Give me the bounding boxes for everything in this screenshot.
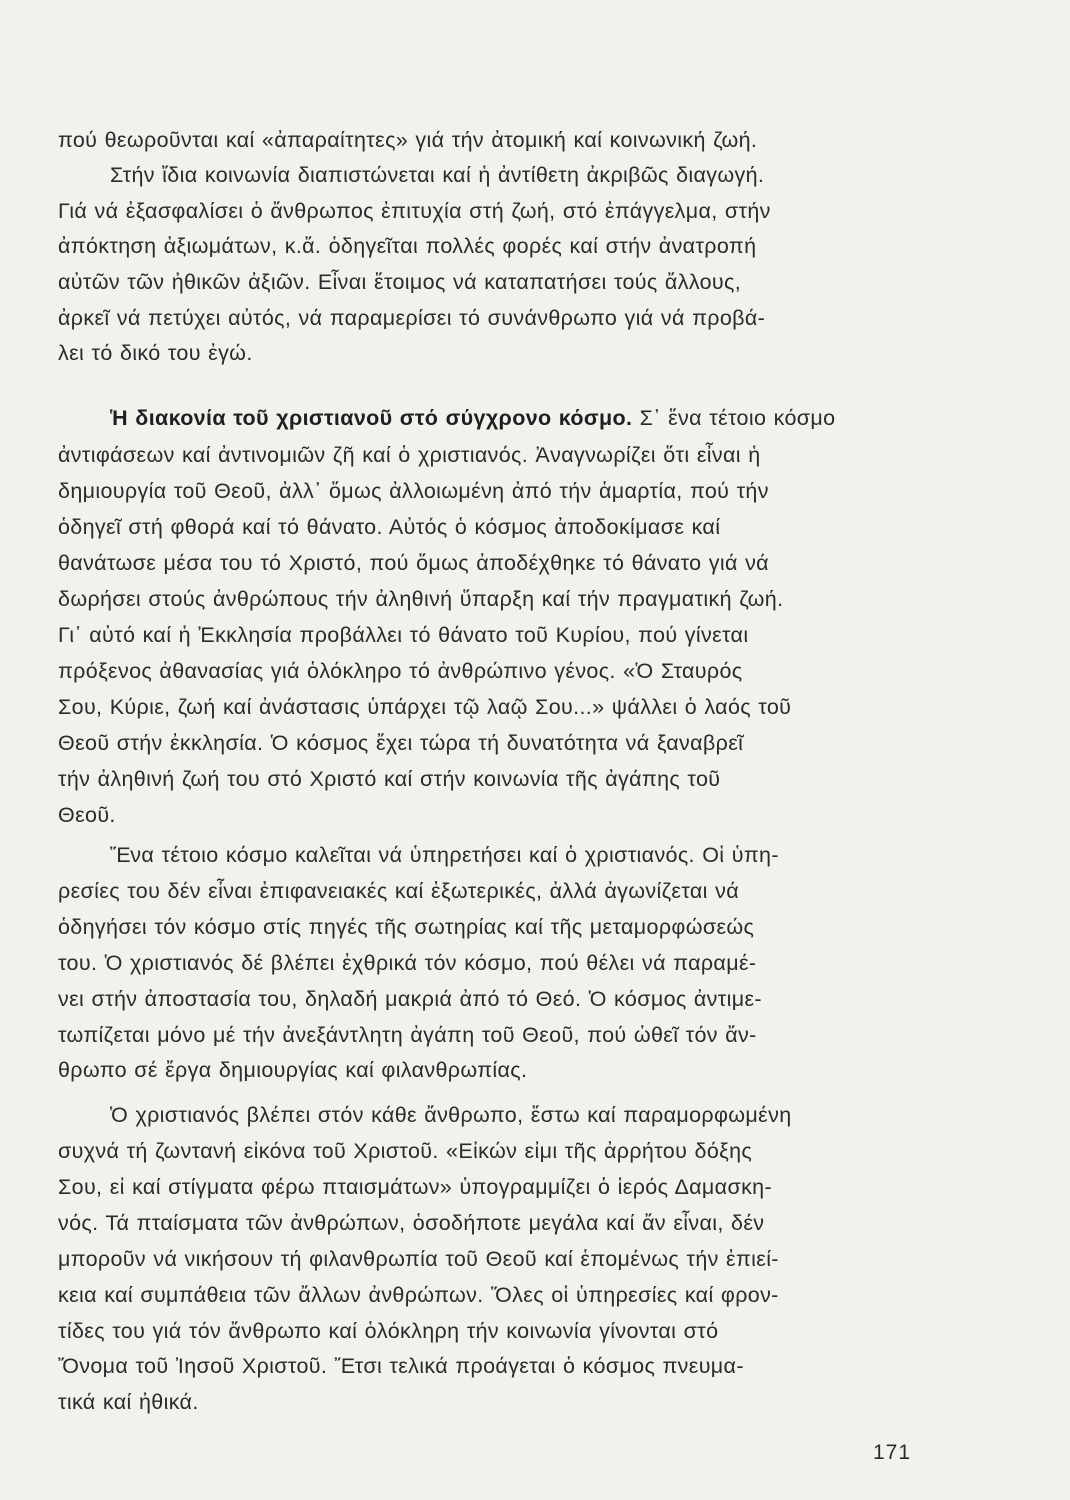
text-line: λει τό δικό του ἐγώ. [58,341,253,365]
text-line: νει στήν ἀποστασία του, δηλαδή μακριά ἀπό τό Θεό. Ὁ κόσμος ἀντιμε- [58,987,762,1011]
text-line: ὁδηγεῖ στή φθορά καί τό θάνατο. Αὐτός ὁ κόσμος ἀποδοκίμασε καί [58,515,721,539]
text-line: κεια καί συμπάθεια τῶν ἄλλων ἀνθρώπων. Ὅλες οἱ ὑπηρεσίες καί φρον- [58,1283,779,1307]
text-line: συχνά τή ζωντανή εἰκόνα τοῦ Χριστοῦ. «Εἰκών εἰμι τῆς ἀρρήτου δόξης [58,1139,753,1163]
text-line: δωρήσει στούς ἀνθρώπους τήν ἀληθινή ὕπαρξη καί τήν πραγματική ζωή. [58,587,784,611]
text-line: πρόξενος ἀθανασίας γιά ὁλόκληρο τό ἀνθρώπινο γένος. «Ὁ Σταυρός [58,659,743,683]
text-line: αὐτῶν τῶν ἠθικῶν ἀξιῶν. Εἶναι ἕτοιμος νά καταπατήσει τούς ἄλλους, [58,270,742,294]
text-line: πού θεωροῦνται καί «ἀπαραίτητες» γιά τήν ἀτομική καί κοινωνική ζωή. [58,128,758,152]
page-number: 171 [873,1441,912,1464]
text-line: του. Ὁ χριστιανός δέ βλέπει ἐχθρικά τόν κόσμο, πού θέλει νά παραμέ- [58,951,757,975]
text-line: τίδες του γιά τόν ἄνθρωπο καί ὁλόκληρη τήν κοινωνία γίνονται στό [58,1319,719,1343]
text-line: Ὄνομα τοῦ Ἰησοῦ Χριστοῦ. Ἔτσι τελικά προάγεται ὁ κόσμος πνευμα- [58,1354,744,1378]
text-line: Γι᾿ αὐτό καί ἡ Ἐκκλησία προβάλλει τό θάνατο τοῦ Κυρίου, πού γίνεται [58,623,749,647]
text-line: Γιά νά ἐξασφαλίσει ὁ ἄνθρωπος ἐπιτυχία στή ζωή, στό ἐπάγγελμα, στήν [58,199,771,223]
text-line: τήν ἀληθινή ζωή του στό Χριστό καί στήν κοινωνία τῆς ἀγάπης τοῦ [58,767,721,791]
text-line: ἀπόκτηση ἀξιωμάτων, κ.ἄ. ὁδηγεῖται πολλές φορές καί στήν ἀνατροπή [58,234,757,258]
text-line: Σου, εἰ καί στίγματα φέρω πταισμάτων» ὑπογραμμίζει ὁ ἱερός Δαμασκη- [58,1175,772,1199]
text-line: Θεοῦ στήν ἐκκλησία. Ὁ κόσμος ἔχει τώρα τή δυνατότητα νά ξαναβρεῖ [58,731,744,755]
text-line: Ἕνα τέτοιο κόσμο καλεῖται νά ὑπηρετήσει καί ὁ χριστιανός. Οἱ ὑπη- [110,843,779,867]
text-line: ἀρκεῖ νά πετύχει αὐτός, νά παραμερίσει τό συνάνθρωπο γιά νά προβά- [58,306,766,330]
text-line: θρωπο σέ ἔργα δημιουργίας καί φιλανθρωπίας. [58,1058,528,1082]
text-line: τικά καί ἠθικά. [58,1390,199,1414]
text-line: δημιουργία τοῦ Θεοῦ, ἀλλ᾿ ὅμως ἀλλοιωμένη ἀπό τήν ἁμαρτία, πού τήν [58,479,769,503]
section-heading-line [110,403,835,433]
text-line: ἀντιφάσεων καί ἀντινομιῶν ζῆ καί ὁ χριστιανός. Ἀναγνωρίζει ὅτι εἶναι ἡ [58,443,761,467]
text-line: Στήν ἴδια κοινωνία διαπιστώνεται καί ἡ ἀντίθετη ἀκριβῶς διαγωγή. [110,163,765,187]
text-line: ρεσίες του δέν εἶναι ἐπιφανειακές καί ἐξωτερικές, ἀλλά ἀγωνίζεται νά [58,879,740,903]
text-line: Θεοῦ. [58,803,116,827]
text-line: μποροῦν νά νικήσουν τή φιλανθρωπία τοῦ Θεοῦ καί ἑπομένως τήν ἐπιεί- [58,1247,779,1271]
text-line: Ὁ χριστιανός βλέπει στόν κάθε ἄνθρωπο, ἔστω καί παραμορφωμένη [110,1103,792,1127]
section-heading: Ἡ διακονία τοῦ χριστιανοῦ στό σύγχρονο κόσμο. [110,406,633,430]
text-line: ὁδηγήσει τόν κόσμο στίς πηγές τῆς σωτηρίας καί τῆς μεταμορφώσεώς [58,915,755,939]
text-line: τωπίζεται μόνο μέ τήν ἀνεξάντλητη ἀγάπη τοῦ Θεοῦ, πού ὠθεῖ τόν ἄν- [58,1023,757,1047]
text-line: νός. Τά πταίσματα τῶν ἀνθρώπων, ὁσοδήποτε μεγάλα καί ἄν εἶναι, δέν [58,1211,765,1235]
text-line: Σου, Κύριε, ζωή καί ἀνάστασις ὑπάρχει τῷ λαῷ Σου...» ψάλλει ὁ λαός τοῦ [58,695,792,719]
text-line: θανάτωσε μέσα του τό Χριστό, πού ὅμως ἀποδέχθηκε τό θάνατο γιά νά [58,551,769,575]
heading-line-text: Σ᾿ ἕνα τέτοιο κόσμο [632,406,836,430]
